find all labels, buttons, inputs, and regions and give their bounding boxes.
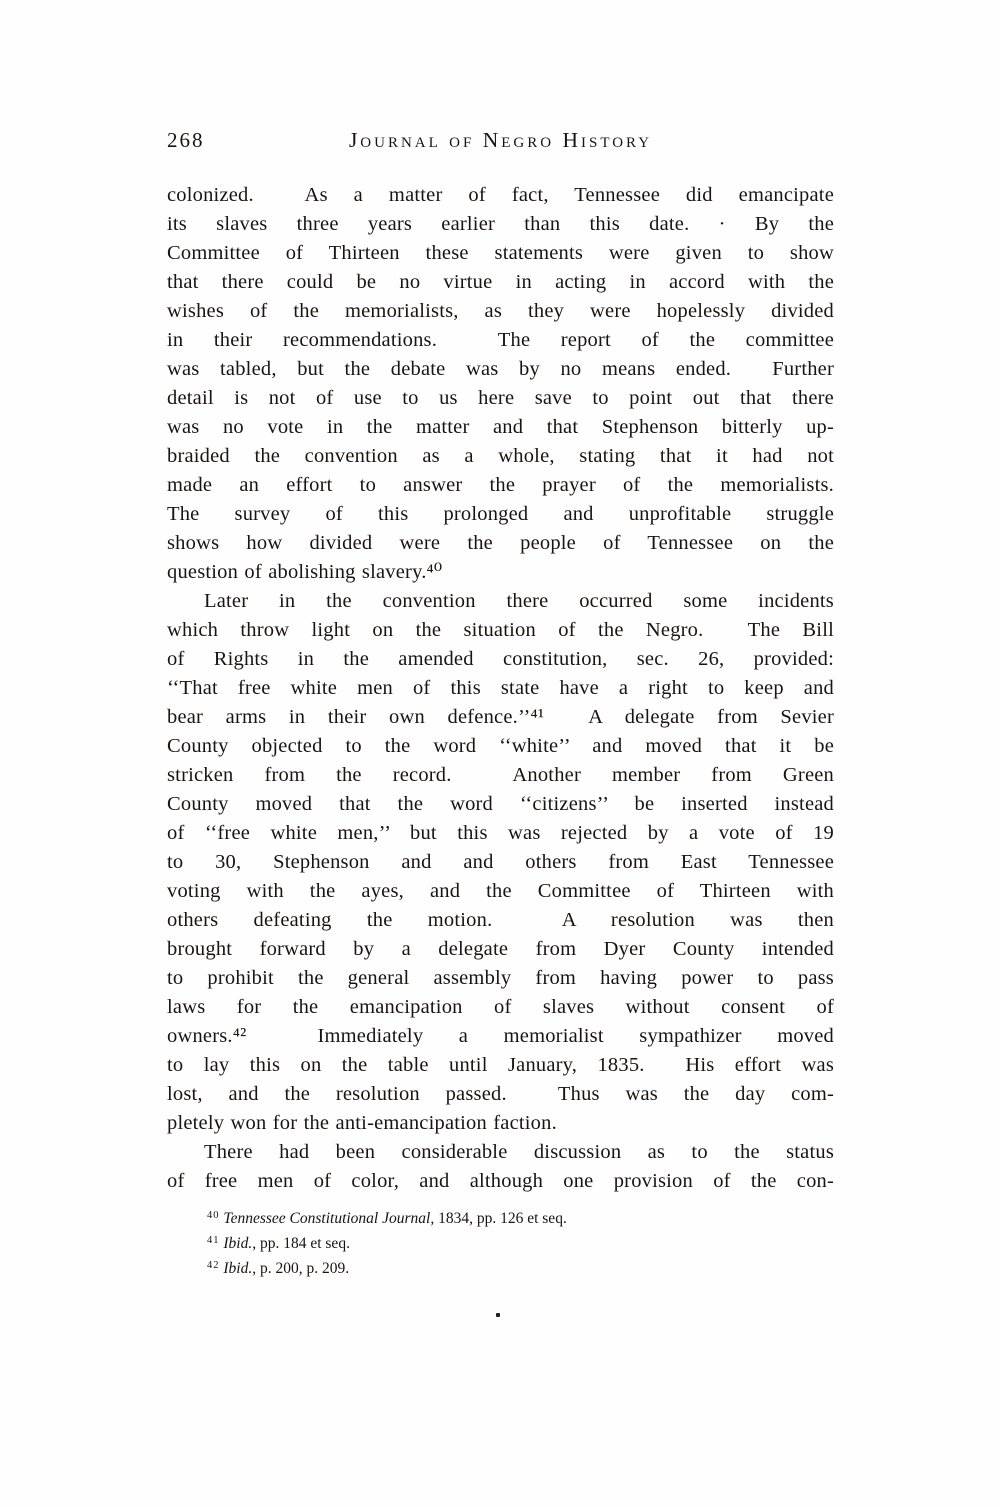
text-line: brought forward by a delegate from Dyer County intended: [167, 938, 834, 960]
text-line: lost, and the resolution passed. Thus was the day com-: [167, 1083, 834, 1105]
text-line: County moved that the word ‘‘citizens’’ be inserted instead: [167, 793, 834, 815]
text-line: detail is not of use to us here save to point out that there: [167, 387, 834, 409]
text-line: ‘‘That free white men of this state have a right to keep and: [167, 677, 834, 699]
footnote-source: Tennessee Constitutional Journal,: [223, 1210, 435, 1227]
footnote: [167, 1256, 834, 1281]
text-line: was no vote in the matter and that Stephenson bitterly up-: [167, 416, 834, 438]
footnote-detail: pp. 184 et seq.: [259, 1235, 350, 1252]
text-line: others defeating the motion. A resolution was then: [167, 909, 834, 931]
footnote-detail: p. 200, p. 209.: [259, 1260, 350, 1277]
text-line: was tabled, but the debate was by no means ended. Further: [167, 358, 834, 380]
footnote-detail: 1834, pp. 126 et seq.: [438, 1210, 567, 1227]
footnote-marker: 42: [207, 1260, 220, 1271]
footnote-marker: 41: [207, 1235, 220, 1246]
footnotes: [167, 1206, 834, 1281]
text-line: its slaves three years earlier than this date. · By the: [167, 213, 834, 235]
text-line: which throw light on the situation of the Negro. The Bill: [167, 619, 834, 641]
text-line: braided the convention as a whole, stating that it had not: [167, 445, 834, 467]
text-line: stricken from the record. Another member from Green: [167, 764, 834, 786]
running-title: Journal of Negro History: [348, 128, 653, 152]
text-line: of Rights in the amended constitution, sec. 26, provided:: [167, 648, 834, 670]
text-line: bear arms in their own defence.’’⁴¹ A delegate from Sevier: [167, 706, 834, 728]
text-line: There had been considerable discussion as to the status: [204, 1141, 834, 1163]
text-line: shows how divided were the people of Tennessee on the: [167, 532, 834, 554]
text-line: of ‘‘free white men,’’ but this was rejected by a vote of 19: [167, 822, 834, 844]
text-line: pletely won for the anti-emancipation faction.: [167, 1112, 557, 1134]
text-line: colonized. As a matter of fact, Tennessee did emancipate: [167, 184, 834, 206]
text-line: County objected to the word ‘‘white’’ and moved that it be: [167, 735, 834, 757]
ink-speck: [496, 1313, 500, 1317]
footnote: [167, 1231, 834, 1256]
footnote-source: Ibid.,: [223, 1235, 257, 1252]
body-text: [167, 181, 834, 1196]
footnote-marker: 40: [207, 1210, 220, 1221]
text-line: that there could be no virtue in acting in accord with the: [167, 271, 834, 293]
text-line: wishes of the memorialists, as they were hopelessly divided: [167, 300, 834, 322]
text-line: made an effort to answer the prayer of the memorialists.: [167, 474, 834, 496]
text-line: Committee of Thirteen these statements were given to show: [167, 242, 834, 264]
text-line: Later in the convention there occurred some incidents: [204, 590, 834, 612]
text-line: to prohibit the general assembly from having power to pass: [167, 967, 834, 989]
text-line: of free men of color, and although one provision of the con-: [167, 1170, 834, 1192]
text-line: to 30, Stephenson and and others from East Tennessee: [167, 851, 834, 873]
page-number: 268: [167, 128, 205, 152]
text-line: The survey of this prolonged and unprofitable struggle: [167, 503, 834, 525]
text-line: laws for the emancipation of slaves without consent of: [167, 996, 834, 1018]
text-line: to lay this on the table until January, 1835. His effort was: [167, 1054, 834, 1076]
running-head: [167, 128, 834, 154]
text-line: owners.⁴² Immediately a memorialist sympathizer moved: [167, 1025, 834, 1047]
footnote-source: Ibid.,: [223, 1260, 257, 1277]
text-line: in their recommendations. The report of the committee: [167, 329, 834, 351]
text-line: question of abolishing slavery.⁴⁰: [167, 561, 443, 583]
text-line: voting with the ayes, and the Committee of Thirteen with: [167, 880, 834, 902]
footnote: [167, 1206, 834, 1231]
